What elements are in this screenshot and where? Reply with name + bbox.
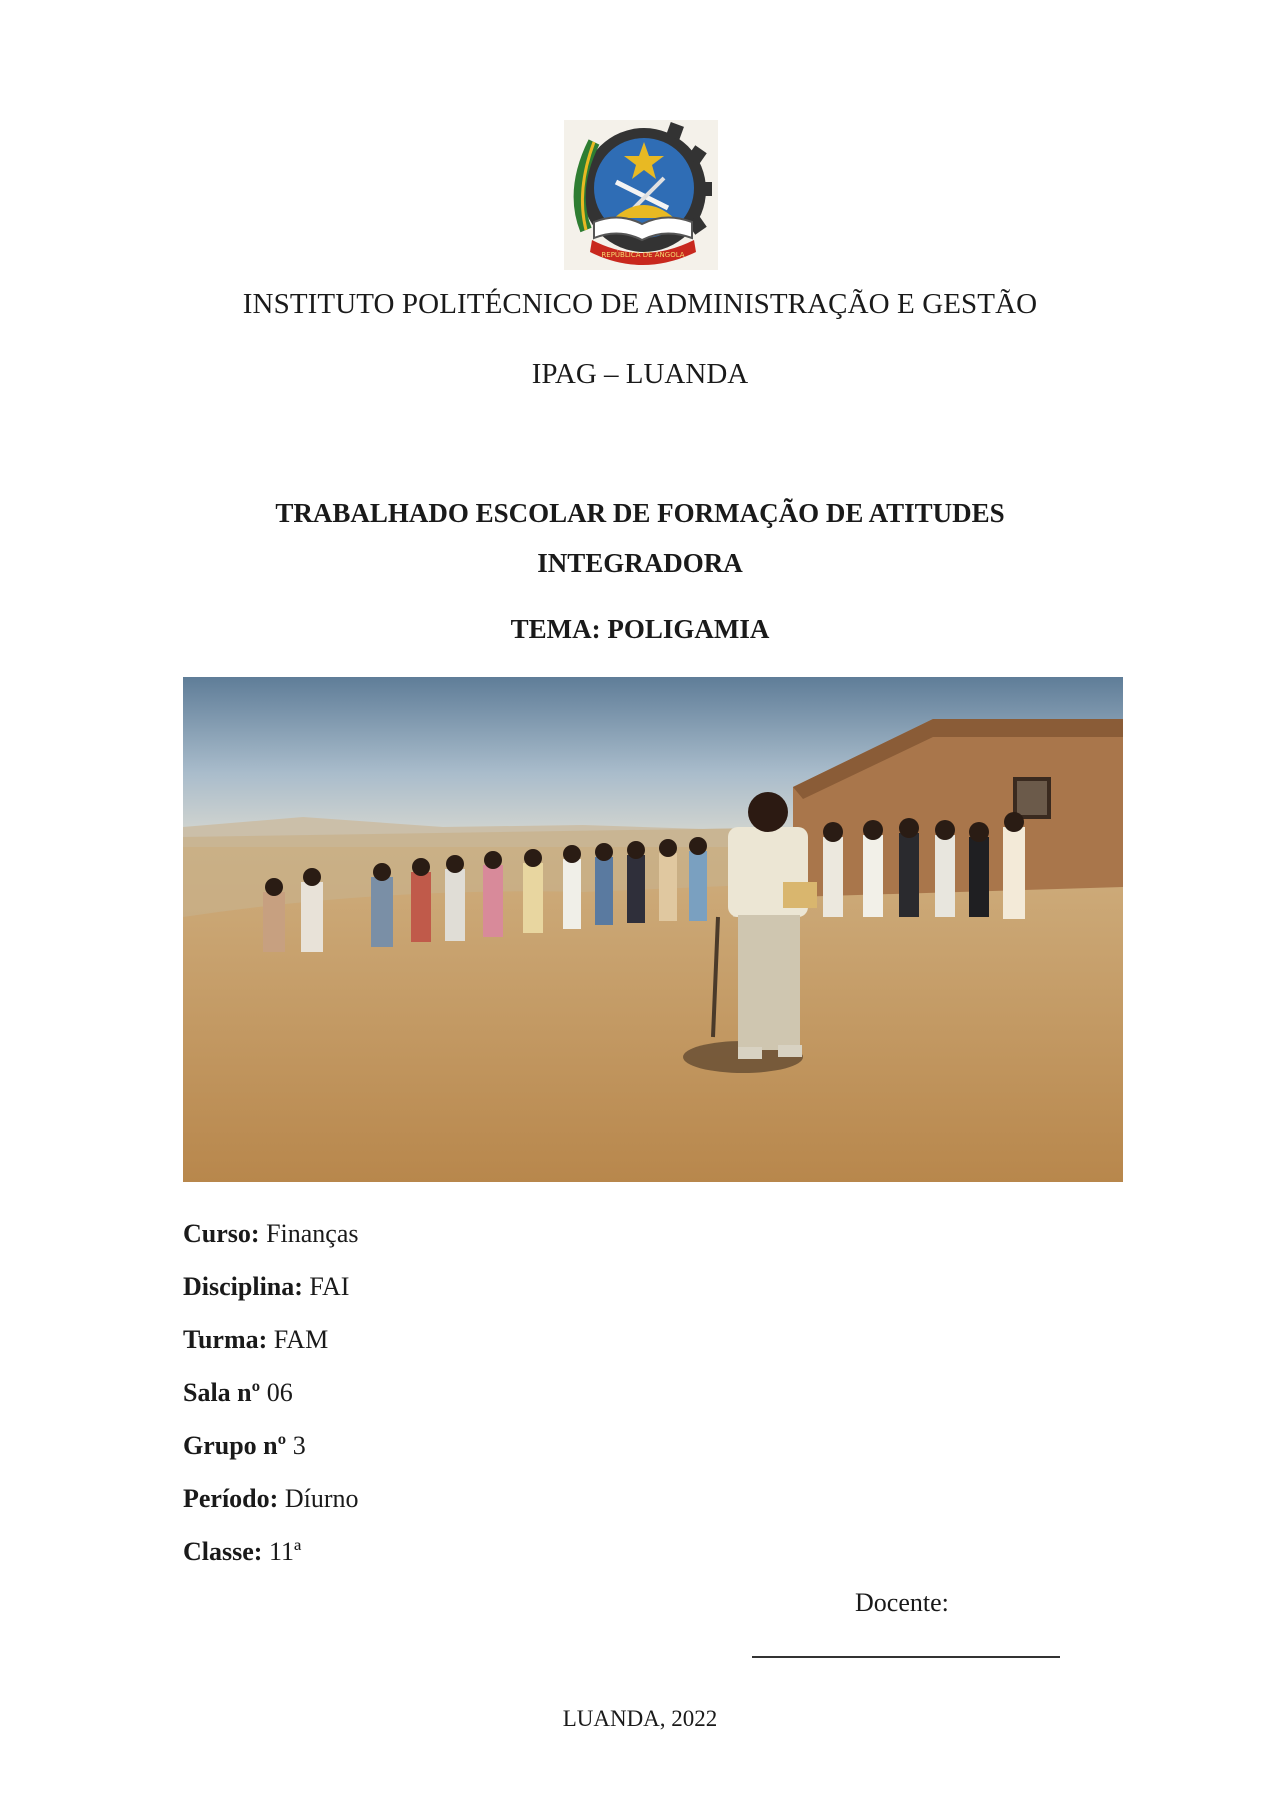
signature-line bbox=[752, 1656, 1060, 1658]
campus-name: IPAG – LUANDA bbox=[531, 358, 749, 390]
docente-label: Docente: bbox=[855, 1588, 949, 1617]
info-value: Díurno bbox=[278, 1484, 359, 1513]
info-value: FAI bbox=[302, 1272, 350, 1301]
cover-photo bbox=[183, 677, 1123, 1182]
info-label: Sala nº bbox=[183, 1378, 261, 1407]
info-discipline bbox=[183, 1267, 358, 1320]
info-label: Turma: bbox=[183, 1325, 268, 1354]
cover-info-list bbox=[183, 1214, 358, 1585]
svg-text:REPÚBLICA DE ANGOLA: REPÚBLICA DE ANGOLA bbox=[601, 251, 685, 259]
info-label: Classe: bbox=[183, 1537, 263, 1566]
info-class-group bbox=[183, 1320, 358, 1373]
info-room bbox=[183, 1373, 358, 1426]
info-value: 06 bbox=[260, 1378, 293, 1407]
info-period bbox=[183, 1479, 358, 1532]
info-label: Grupo nº bbox=[183, 1431, 287, 1460]
info-course bbox=[183, 1214, 358, 1267]
info-label: Disciplina: bbox=[183, 1272, 303, 1301]
institute-name: INSTITUTO POLITÉCNICO DE ADMINISTRAÇÃO E GESTÃO bbox=[242, 288, 1038, 320]
info-label: Curso: bbox=[183, 1219, 260, 1248]
city-year: LUANDA, 2022 bbox=[562, 1706, 718, 1731]
work-title-line-1: TRABALHADO ESCOLAR DE FORMAÇÃO DE ATITUDES bbox=[275, 498, 1005, 528]
info-grade bbox=[183, 1532, 358, 1585]
info-value: FAM bbox=[267, 1325, 329, 1354]
angola-emblem-icon bbox=[564, 120, 718, 270]
theme-title: TEMA: POLIGAMIA bbox=[510, 614, 770, 644]
work-title-line-2: INTEGRADORA bbox=[537, 548, 743, 578]
info-value: Finanças bbox=[259, 1219, 359, 1248]
info-value: 11ª bbox=[262, 1537, 302, 1566]
info-label: Período: bbox=[183, 1484, 279, 1513]
info-group bbox=[183, 1426, 358, 1479]
info-value: 3 bbox=[286, 1431, 306, 1460]
